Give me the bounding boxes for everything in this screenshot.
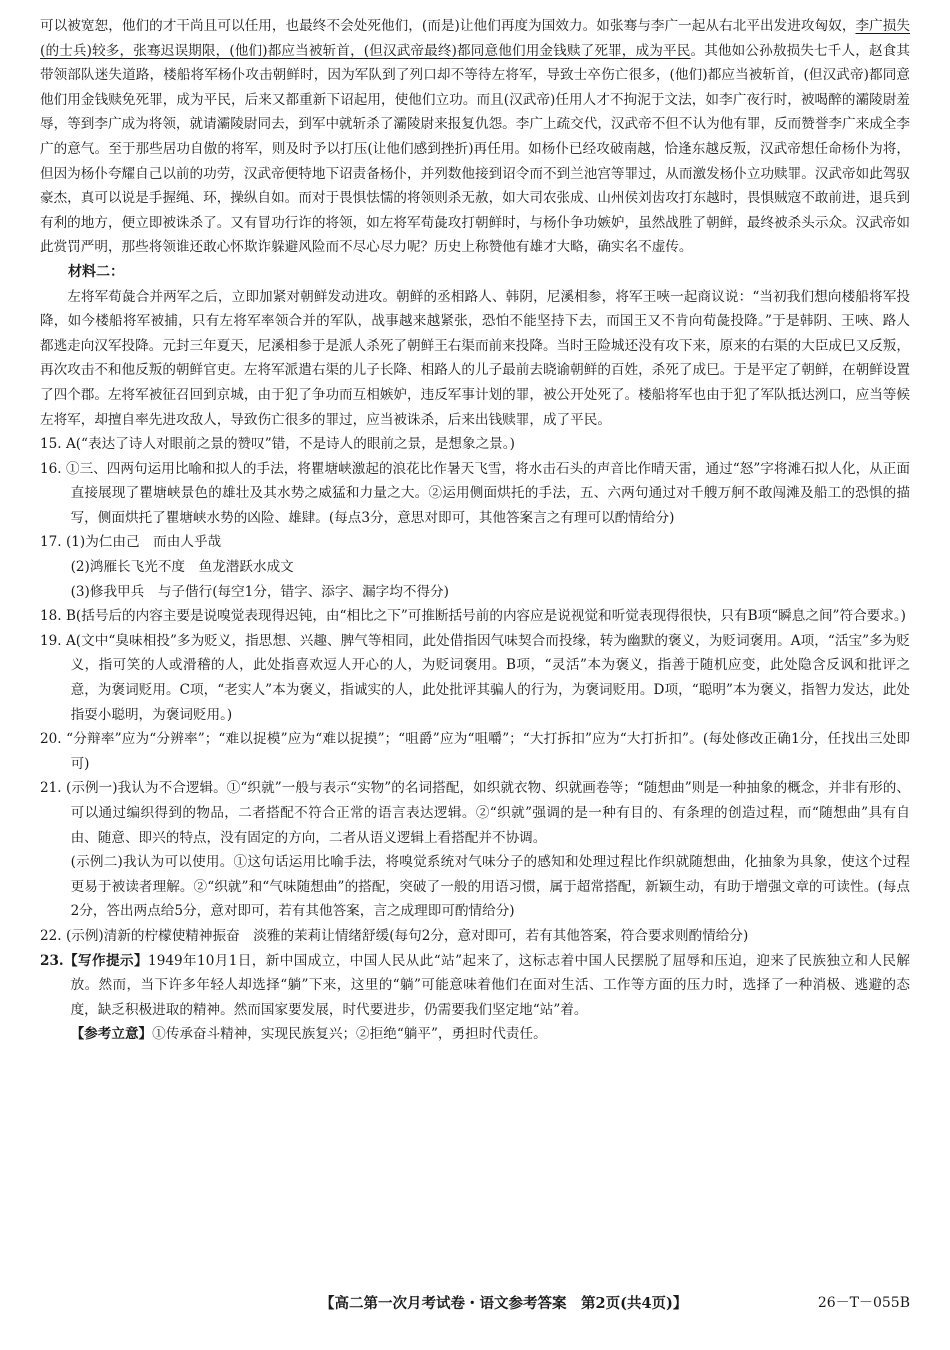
- material-one-text-a: 可以被宽恕，他们的才干尚且可以任用，也最终不会处死他们，(而是)让他们再度为国效力。如张骞与李广一起从右北平出发进攻匈奴，: [40, 18, 856, 34]
- footer-code: 26－T－055B: [817, 1295, 910, 1311]
- answer-17-1: 17. (1)为仁由己 而由人乎哉: [40, 534, 222, 551]
- answer-23: [40, 949, 910, 1023]
- reference-ideas-text: ①传承奋斗精神，实现民族复兴；②拒绝“躺平”，勇担时代责任。: [152, 1026, 547, 1043]
- footer-title: 【高二第一次月考试卷・语文参考答案 第2页(共4页)】: [320, 1295, 688, 1312]
- material-two-paragraph: 左将军荀彘合并两军之后，立即加紧对朝鲜发动进攻。朝鲜的丞相路人、韩阴，尼溪相参，将军王唊一起商议说：“当初我们想向楼船将军投降，如今楼船将军被捕，只有左将军率领合并的军队，战事越来越紧张，恐怕不能坚持下去，而国王又不肯向荀彘投降。”于是韩阴、王唊、路人都逃走向汉军投降。元封三年夏天，尼溪相参于是派人杀死了朝鲜王右渠而前来投降。当时王险城还没有攻下来，原来的右渠的大臣成巳又反叛，再次攻击不和他反叛的朝鲜官吏。左将军派遣右渠的儿子长降、相路人的儿子最前去晓谕朝鲜的百姓，杀死了成巳。于是平定了朝鲜，在朝鲜设置了四个郡。左将军被征召回到京城，由于犯了争功而互相嫉妒，违反军事计划的罪，被公开处死了。楼船将军也由于犯了军队抵达洌口，应当等候左将军，却擅自率先进攻敌人，导致伤亡很多的罪过，应当被诛杀，后来出钱赎罪，成了平民。: [40, 288, 910, 428]
- reference-ideas: [40, 1022, 910, 1047]
- material-two-heading: 材料二：: [68, 263, 124, 280]
- answer-19: 19. A(文中“臭味相投”多为贬义，指思想、兴趣、脾气等相同，此处借指因气味契合而投缘，转为幽默的褒义，为贬词褒用。A项，“活宝”多为贬义，指可笑的人或滑稽的人，此处指喜欢逗人开心的人，为贬词褒用。B项，“灵活”本为褒义，指善于随机应变，此处隐含反讽和批评之意，为褒词贬用。C项，“老实人”本为褒义，指诚实的人，此处批评其骗人的行为，为褒词贬用。D项，“聪明”本为褒义，指智力发达，此处指耍小聪明，为褒词贬用。): [40, 632, 910, 723]
- page-footer: [40, 1292, 910, 1316]
- writing-hint-text: 1949年10月1日，新中国成立，中国人民从此“站”起来了，这标志着中国人民摆脱了屈辱和压迫，迎来了民族独立和人民解放。然而，当下许多年轻人却选择“躺”下来，这里的“躺”可能意味着他们在面对生活、工作等方面的压力时，选择了一种消极、逃避的态度，缺乏积极进取的精神。然而国家要发展，时代要进步，仍需要我们坚定地“站”着。: [70, 952, 910, 1018]
- answer-22: 22. (示例)清新的柠檬使精神振奋 淡雅的茉莉让情绪舒缓(每句2分，意对即可，若有其他答案，符合要求则酌情给分): [40, 927, 749, 944]
- writing-hint-label: 23.【写作提示】: [40, 952, 149, 969]
- answer-16: 16. ①三、四两句运用比喻和拟人的手法，将瞿塘峡激起的浪花比作暑天飞雪，将水击石头的声音比作晴天雷，通过“怒”字将滩石拟人化，从正面直接展现了瞿塘峡景色的雄壮及其水势之威猛和力量之大。②运用侧面烘托的手法，五、六两句通过对千艘万舸不敢闯滩及船工的恐惧的描写，侧面烘托了瞿塘峡水势的凶险、雄肆。(每点3分，意思对即可，其他答案言之有理可以酌情给分): [40, 460, 910, 526]
- material-one-paragraph: [40, 14, 910, 260]
- answer-17-2: (2)鸿雁长飞光不度 鱼龙潜跃水成文: [70, 559, 294, 576]
- answer-17-3: (3)修我甲兵 与子偕行(每空1分，错字、添字、漏字均不得分): [70, 583, 449, 600]
- page-content: [40, 14, 910, 1047]
- reference-ideas-label: 【参考立意】: [70, 1026, 153, 1043]
- answer-21-example-2: (示例二)我认为可以使用。①这句话运用比喻手法，将嗅觉系统对气味分子的感知和处理过程比作织就随想曲，化抽象为具象，使这个过程更易于被读者理解。②“织就”和“气味随想曲”的搭配，突破了一般的用语习惯，属于超常搭配，新颖生动，有助于增强文章的可读性。(每点2分，答出两点给5分，意对即可，若有其他答案，言之成理即可酌情给分): [70, 854, 910, 920]
- answer-21-example-1: 21. (示例一)我认为不合逻辑。①“织就”一般与表示“实物”的名词搭配，如织就衣物、织就画卷等；“随想曲”则是一种抽象的概念，并非有形的、可以通过编织得到的物品，二者搭配不符合正常的语言表达逻辑。②“织就”强调的是一种有目的、有条理的创造过程，而“随想曲”具有自由、随意、即兴的特点，没有固定的方向，二者从语义逻辑上看搭配并不协调。: [40, 780, 910, 846]
- material-one-text-b: 。其他如公孙敖损失七千人，赵食其带领部队迷失道路，楼船将军杨仆攻击朝鲜时，因为军队到了列口却不等待左将军，导致士卒伤亡很多，(他们)都应当被斩首，(但汉武帝)都同意他们用金钱赎免死罪，成为平民，后来又都重新下诏起用，使他们立功。而且(汉武帝)任用人才不拘泥于文法，如李广夜行时，被喝醉的灞陵尉羞辱，等到李广成为将领，就请灞陵尉同去，到军中就斩杀了灞陵尉来报复仇怨。李广上疏交代，汉武帝不但不认为他有罪，反而赞誉李广来成全李广的意气。至于那些居功自傲的将军，则及时予以打压(让他们感到挫折)再任用。如杨仆已经攻破南越，恰逢东越反叛，汉武帝想任命杨仆为将，但因为杨仆夸耀自己以前的功劳，汉武帝便特地下诏责备杨仆，并列数他接到诏令而不到兰池宫等罪过，从而激发杨仆立功赎罪。汉武帝如此驾驭豪杰，真可以说是手握绳、环，操纵自如。而对于畏惧怯懦的将领则杀无赦，如大司农张成、山州侯刘齿攻打东越时，畏惧贼寇不敢前进，退兵到有利的地方，便立即被诛杀了。又有冒功行诈的将领，如左将军荀彘攻打朝鲜时，与杨仆争功嫉妒，虽然战胜了朝鲜，最终被杀头示众。汉武帝如此赏罚严明，那些将领谁还敢心怀欺诈躲避风险而不尽心尽力呢？历史上称赞他有雄才大略，确实名不虚传。: [40, 42, 911, 256]
- answer-18: 18. B(括号后的内容主要是说嗅觉表现得迟钝，由“相比之下”可推断括号前的内容应是说视觉和听觉表现得很快，只有B项“瞬息之间”符合要求。): [40, 608, 906, 625]
- answer-15: 15. A(“表达了诗人对眼前之景的赞叹”错，不是诗人的眼前之景，是想象之景。): [40, 436, 515, 453]
- answer-20: 20. “分辩率”应为“分辨率”；“难以捉模”应为“难以捉摸”；“咀爵”应为“咀嚼”；“大打拆扣”应为“大打折扣”。(每处修改正确1分，任找出三处即可): [40, 731, 910, 772]
- material-one-underlined-text: 李广损失(的士兵)较多，张骞迟误期限，(他们)都应当被斩首，(但汉武帝最终)都同意他们用金钱赎了死罪，成为平民: [40, 18, 910, 59]
